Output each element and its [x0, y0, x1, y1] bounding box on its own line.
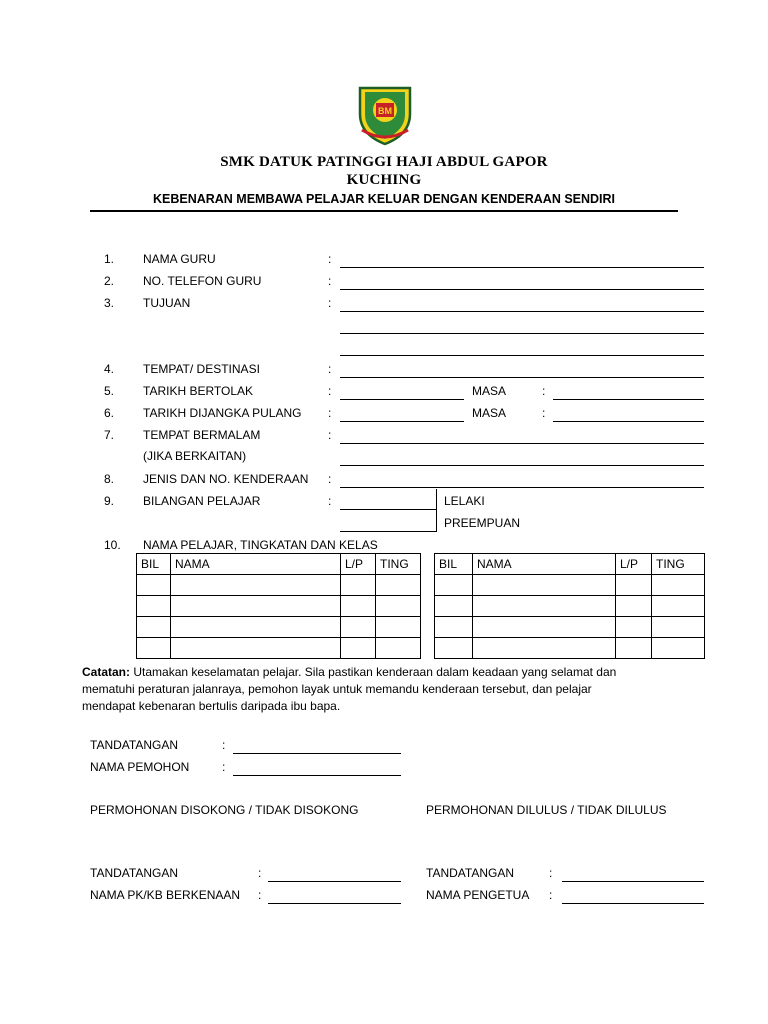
column-header-lp: L/P	[616, 554, 652, 575]
school-name: SMK DATUK PATINGGI HAJI ABDUL GAPOR	[220, 154, 548, 170]
masa-bertolak-field[interactable]	[553, 399, 704, 400]
table-cell[interactable]	[435, 638, 473, 659]
tujuan-field-line-3[interactable]	[340, 355, 704, 356]
table-cell[interactable]	[473, 638, 616, 659]
table-cell[interactable]	[137, 638, 171, 659]
tarikh-bertolak-field[interactable]	[340, 399, 464, 400]
field-number: 10.	[104, 538, 121, 552]
school-city: KUCHING	[346, 172, 422, 188]
table-cell[interactable]	[171, 638, 341, 659]
colon: :	[328, 428, 332, 442]
pk-name-label: NAMA PK/KB BERKENAAN	[90, 888, 241, 902]
field-number: 5.	[104, 384, 115, 398]
table-cell[interactable]	[376, 617, 421, 638]
table-header-row	[435, 554, 705, 575]
table-row	[137, 596, 421, 617]
field-number: 9.	[104, 494, 115, 508]
field-number: 7.	[104, 428, 115, 442]
field-number: 6.	[104, 406, 115, 420]
table-cell[interactable]	[341, 575, 376, 596]
jenis-kenderaan-label: JENIS DAN NO. KENDERAAN	[143, 472, 309, 486]
tujuan-field-line-1[interactable]	[340, 311, 704, 312]
count-divider	[436, 489, 437, 532]
table-cell[interactable]	[376, 638, 421, 659]
colon: :	[328, 274, 332, 288]
table-cell[interactable]	[435, 575, 473, 596]
colon: :	[222, 738, 226, 752]
colon: :	[549, 888, 553, 902]
tarikh-pulang-field[interactable]	[340, 421, 464, 422]
table-cell[interactable]	[616, 596, 652, 617]
pengetua-tandatangan-label: TANDATANGAN	[426, 866, 515, 880]
note-line-3: mendapat kebenaran bertulis daripada ibu bapa.	[82, 699, 341, 713]
table-cell[interactable]	[341, 617, 376, 638]
tarikh-bertolak-label: TARIKH BERTOLAK	[143, 384, 254, 398]
tujuan-label: TUJUAN	[143, 296, 191, 310]
table-cell[interactable]	[473, 575, 616, 596]
colon: :	[328, 252, 332, 266]
tempat-bermalam-field-line-2[interactable]	[340, 465, 704, 466]
column-header-nama: NAMA	[171, 554, 341, 575]
colon: :	[258, 888, 262, 902]
table-cell[interactable]	[616, 575, 652, 596]
table-row	[435, 617, 705, 638]
table-row	[435, 596, 705, 617]
table-header-row	[137, 554, 421, 575]
masa-label: MASA	[472, 406, 507, 420]
colon: :	[258, 866, 262, 880]
no-telefon-guru-label: NO. TELEFON GURU	[143, 274, 262, 288]
table-cell[interactable]	[137, 617, 171, 638]
note-prefix: Catatan:	[82, 665, 131, 679]
field-number: 8.	[104, 472, 115, 486]
table-cell[interactable]	[376, 596, 421, 617]
table-cell[interactable]	[341, 638, 376, 659]
table-cell[interactable]	[473, 596, 616, 617]
colon: :	[542, 384, 546, 398]
pengetua-signature-field[interactable]	[562, 881, 704, 882]
colon: :	[328, 472, 332, 486]
tarikh-dijangka-pulang-label: TARIKH DIJANGKA PULANG	[143, 406, 302, 420]
table-cell[interactable]	[473, 617, 616, 638]
pengetua-name-label: NAMA PENGETUA	[426, 888, 530, 902]
tempat-bermalam-label: TEMPAT BERMALAM	[143, 428, 261, 442]
bilangan-pelajar-label: BILANGAN PELAJAR	[143, 494, 261, 508]
field-number: 3.	[104, 296, 115, 310]
table-cell[interactable]	[341, 596, 376, 617]
tempat-destinasi-field[interactable]	[340, 377, 704, 378]
preempuan-label: PREEMPUAN	[444, 516, 521, 530]
field-number: 4.	[104, 362, 115, 376]
colon: :	[328, 406, 332, 420]
table-row	[137, 575, 421, 596]
jenis-kenderaan-field[interactable]	[340, 487, 704, 488]
colon: :	[328, 296, 332, 310]
colon: :	[328, 362, 332, 376]
colon: :	[328, 384, 332, 398]
table-cell[interactable]	[616, 638, 652, 659]
column-header-ting: TING	[652, 554, 705, 575]
table-cell[interactable]	[652, 575, 705, 596]
approval-status-title: PERMOHONAN DILULUS / TIDAK DILULUS	[426, 803, 667, 817]
column-header-ting: TING	[376, 554, 421, 575]
note-text: Utamakan keselamatan pelajar. Sila pastikan kenderaan dalam keadaan yang selamat dan	[130, 665, 617, 679]
pk-signature-field[interactable]	[268, 881, 401, 882]
table-cell[interactable]	[137, 575, 171, 596]
masa-pulang-field[interactable]	[553, 421, 704, 422]
table-cell[interactable]	[652, 617, 705, 638]
applicant-name-field[interactable]	[233, 775, 401, 776]
school-logo	[352, 84, 418, 146]
note-line-2: mematuhi peraturan jalanraya, pemohon layak untuk memandu kenderaan tersebut, dan pelajar	[82, 682, 592, 696]
column-header-bil: BIL	[435, 554, 473, 575]
pengetua-name-field[interactable]	[562, 903, 704, 904]
column-header-lp: L/P	[341, 554, 376, 575]
table-cell[interactable]	[435, 596, 473, 617]
tempat-bermalam-field-line-1[interactable]	[340, 443, 704, 444]
tandatangan-label: TANDATANGAN	[90, 738, 179, 752]
colon: :	[222, 760, 226, 774]
nama-guru-label: NAMA GURU	[143, 252, 216, 266]
tujuan-field-line-2[interactable]	[340, 333, 704, 334]
lelaki-label: LELAKI	[444, 494, 485, 508]
column-header-bil: BIL	[137, 554, 171, 575]
bilangan-lelaki-field[interactable]	[340, 509, 436, 510]
student-table-left	[136, 553, 421, 659]
logo-initials: BM	[378, 106, 392, 116]
field-number: 2.	[104, 274, 115, 288]
student-table-right	[434, 553, 705, 659]
table-row	[137, 617, 421, 638]
title-underline	[90, 210, 678, 212]
column-header-nama: NAMA	[473, 554, 616, 575]
nama-pelajar-label: NAMA PELAJAR, TINGKATAN DAN KELAS	[143, 538, 378, 552]
masa-label: MASA	[472, 384, 507, 398]
table-row	[435, 638, 705, 659]
support-status-title: PERMOHONAN DISOKONG / TIDAK DISOKONG	[90, 803, 359, 817]
table-cell[interactable]	[616, 617, 652, 638]
jika-berkaitan-label: (JIKA BERKAITAN)	[143, 449, 247, 463]
no-telefon-guru-field[interactable]	[340, 289, 704, 290]
nama-guru-field[interactable]	[340, 267, 704, 268]
colon: :	[542, 406, 546, 420]
tempat-destinasi-label: TEMPAT/ DESTINASI	[143, 362, 260, 376]
applicant-signature-field[interactable]	[233, 753, 401, 754]
colon: :	[549, 866, 553, 880]
table-cell[interactable]	[376, 575, 421, 596]
table-cell[interactable]	[652, 638, 705, 659]
table-cell[interactable]	[171, 575, 341, 596]
field-number: 1.	[104, 252, 115, 266]
table-cell[interactable]	[652, 596, 705, 617]
table-cell[interactable]	[137, 596, 171, 617]
table-cell[interactable]	[171, 596, 341, 617]
table-cell[interactable]	[435, 617, 473, 638]
pk-tandatangan-label: TANDATANGAN	[90, 866, 179, 880]
colon: :	[328, 494, 332, 508]
note-line-1	[82, 665, 616, 679]
pk-name-field[interactable]	[268, 903, 401, 904]
table-row	[137, 638, 421, 659]
nama-pemohon-label: NAMA PEMOHON	[90, 760, 190, 774]
form-title: KEBENARAN MEMBAWA PELAJAR KELUAR DENGAN KENDERAAN SENDIRI	[152, 192, 616, 206]
table-row	[435, 575, 705, 596]
table-cell[interactable]	[171, 617, 341, 638]
bilangan-perempuan-field[interactable]	[340, 531, 436, 532]
